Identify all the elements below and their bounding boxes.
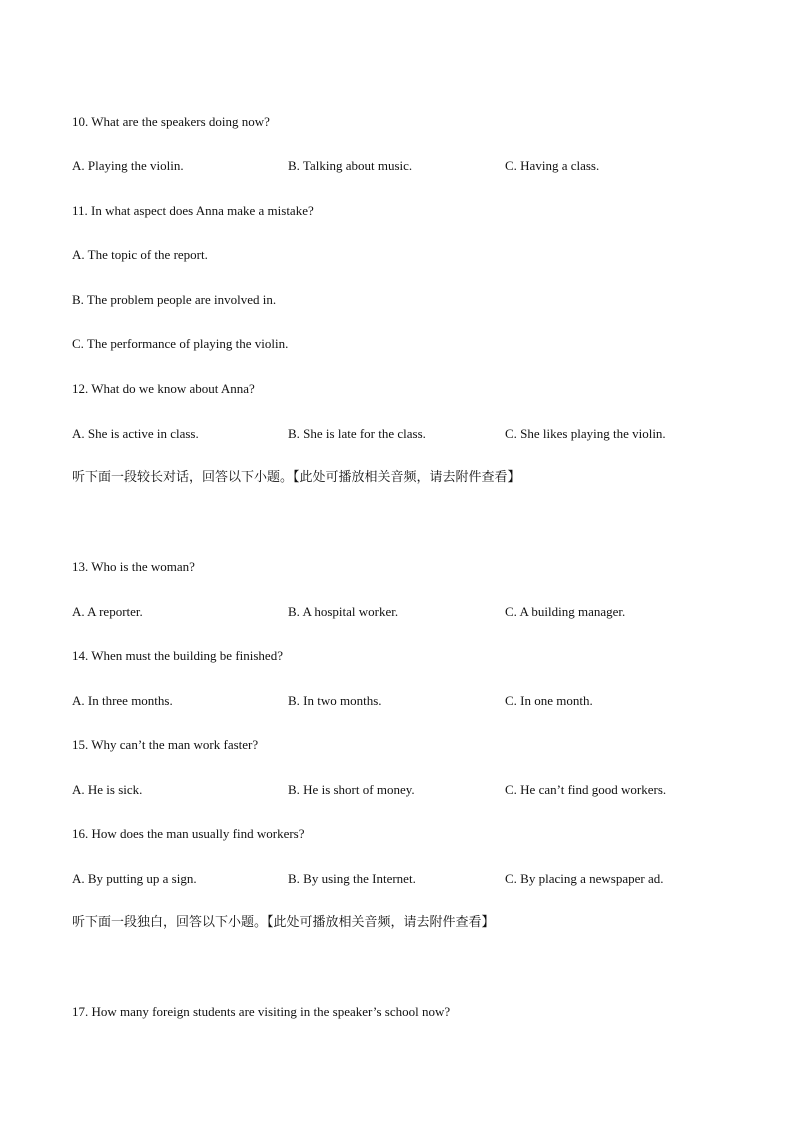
- option-a: A. He is sick.: [72, 782, 143, 797]
- listening-instruction-monologue: 听下面一段独白，回答以下小题。【此处可播放相关音频，请去附件查看】: [72, 915, 495, 930]
- option-a: A. In three months.: [72, 693, 173, 708]
- option-b: B. A hospital worker.: [288, 604, 399, 619]
- option-b: B. He is short of money.: [288, 782, 415, 797]
- question-15-options: [72, 782, 752, 798]
- question-11-stem: 11. In what aspect does Anna make a mistake?: [72, 203, 314, 218]
- option-c: C. By placing a newspaper ad.: [505, 871, 664, 886]
- option-b: B. In two months.: [288, 693, 382, 708]
- question-15-stem: 15. Why can’t the man work faster?: [72, 737, 259, 752]
- option-b: B. The problem people are involved in.: [72, 292, 277, 307]
- option-a: A. Playing the violin.: [72, 158, 184, 173]
- question-12-options: [72, 426, 752, 442]
- option-a: A. A reporter.: [72, 604, 143, 619]
- option-c: C. A building manager.: [505, 604, 626, 619]
- option-c: C. She likes playing the violin.: [505, 426, 666, 441]
- question-13-options: [72, 604, 752, 620]
- question-16-stem: 16. How does the man usually find workers?: [72, 826, 305, 841]
- option-b: B. Talking about music.: [288, 158, 413, 173]
- option-a: A. The topic of the report.: [72, 247, 208, 262]
- question-16-options: [72, 871, 752, 887]
- question-10-stem: 10. What are the speakers doing now?: [72, 114, 270, 129]
- option-c: C. Having a class.: [505, 158, 600, 173]
- option-b: B. By using the Internet.: [288, 871, 416, 886]
- option-c: C. The performance of playing the violin.: [72, 336, 289, 351]
- option-c: C. He can’t find good workers.: [505, 782, 667, 797]
- option-b: B. She is late for the class.: [288, 426, 426, 441]
- question-10-options: [72, 158, 752, 174]
- question-13-stem: 13. Who is the woman?: [72, 559, 195, 574]
- question-12-stem: 12. What do we know about Anna?: [72, 381, 255, 396]
- question-17-stem: 17. How many foreign students are visiting in the speaker’s school now?: [72, 1004, 451, 1019]
- option-a: A. She is active in class.: [72, 426, 199, 441]
- option-c: C. In one month.: [505, 693, 593, 708]
- option-a: A. By putting up a sign.: [72, 871, 197, 886]
- question-14-options: [72, 693, 752, 709]
- question-14-stem: 14. When must the building be finished?: [72, 648, 283, 663]
- listening-instruction-dialogue: 听下面一段较长对话，回答以下小题。【此处可播放相关音频，请去附件查看】: [72, 470, 521, 485]
